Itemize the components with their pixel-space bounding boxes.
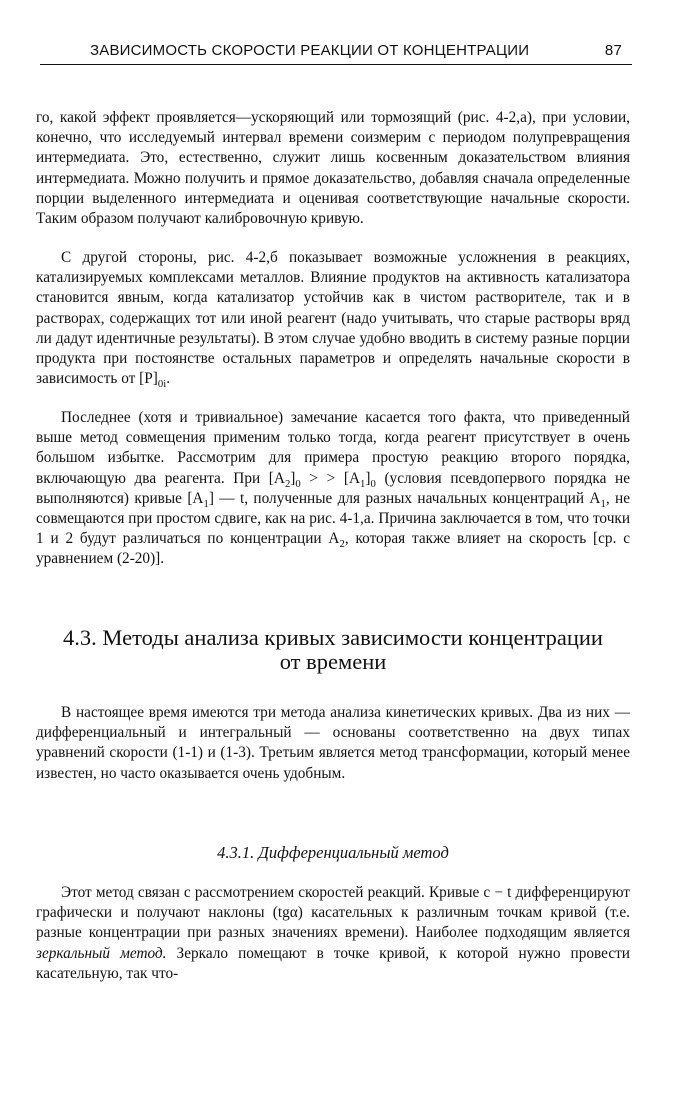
page-number: 87 xyxy=(604,42,622,59)
header-rule xyxy=(40,64,632,65)
paragraph-4 xyxy=(36,703,630,784)
running-header-title: ЗАВИСИМОСТЬ СКОРОСТИ РЕАКЦИИ ОТ КОНЦЕНТРАЦИИ xyxy=(90,42,530,59)
paragraph-3-text: Последнее (хотя и тривиальное) замечание касается того факта, что приведенный выше метод совмещения применим только тогда, когда реагент присутствует в очень большом избытке. Рассмотрим для примера простую реакцию второго порядка, включающую два реагента. При $[A_2]_0$ > > $[A_1]_0$ (условия псевдопервого порядка не выполняются) кривые $[A_1]$ — t, полученные для разных начальных концентраций $A_1$, не совмещаются при простом сдвиге, как на рис. 4-1,а. Причина заключается в том, что точки 1 и 2 будут различаться по концентрации $A_2$, которая также влияет на скорость [ср. с уравнением (2-20)]. xyxy=(36,409,631,568)
paragraph-5 xyxy=(36,883,630,984)
paragraph-3 xyxy=(36,408,630,570)
paragraph-4-text: В настоящее время имеются три метода анализа кинетических кривых. Два из них — дифференциальный и интегральный — основаны соответственно на двух типах уравнений скорости (1-1) и (1-3). Третьим является метод трансформации, который менее известен, но часто оказывается очень удобным. xyxy=(36,704,630,782)
section-heading-line-1: 4.3. Методы анализа кривых зависимости концентрации xyxy=(63,625,603,650)
paragraph-5-text: Этот метод связан с рассмотрением скоростей реакций. Кривые c − t дифференцируют графически и получают наклоны (tgα) касательных к различным точкам кривой (т.е. разные концентрации при разных значениях времени). Наиболее подходящим является зеркальный метод. Зеркало помещают в точке кривой, к которой нужно провести касательную, так что- xyxy=(36,884,630,982)
paragraph-2-text: С другой стороны, рис. 4-2,б показывает возможные усложнения в реакциях, катализируемых комплексами металлов. Влияние продуктов на активность катализатора становится явным, когда катализатор устойчив как в чистом растворителе, так и в растворах, содержащих тот или иной реагент (надо учитывать, что старые растворы вряд ли дадут идентичные результаты). В этом случае удобно вводить в систему разные порции продукта при постоянстве остальных параметров и определять начальные скорости в зависимость от $[P]_{0i}$. xyxy=(36,249,630,391)
section-heading xyxy=(36,626,630,674)
section-heading-line-2: от времени xyxy=(279,649,387,674)
paragraph-1 xyxy=(36,108,630,229)
subsection-heading: 4.3.1. Дифференциальный метод xyxy=(217,843,449,862)
paragraph-1-text: го, какой эффект проявляется—ускоряющий или тормозящий (рис. 4-2,а), при условии, конечно, что исследуемый интервал времени соизмерим с периодом полупревращения интермедиата. Это, естественно, служит лишь косвенным доказательством влияния интермедиата. Можно получить и прямое доказательство, добавляя сначала определенные порции выделенного интермедиата и оценивая соответствующие начальные скорости. Таким образом получают калибровочную кривую. xyxy=(36,109,630,228)
paragraph-2 xyxy=(36,248,630,389)
